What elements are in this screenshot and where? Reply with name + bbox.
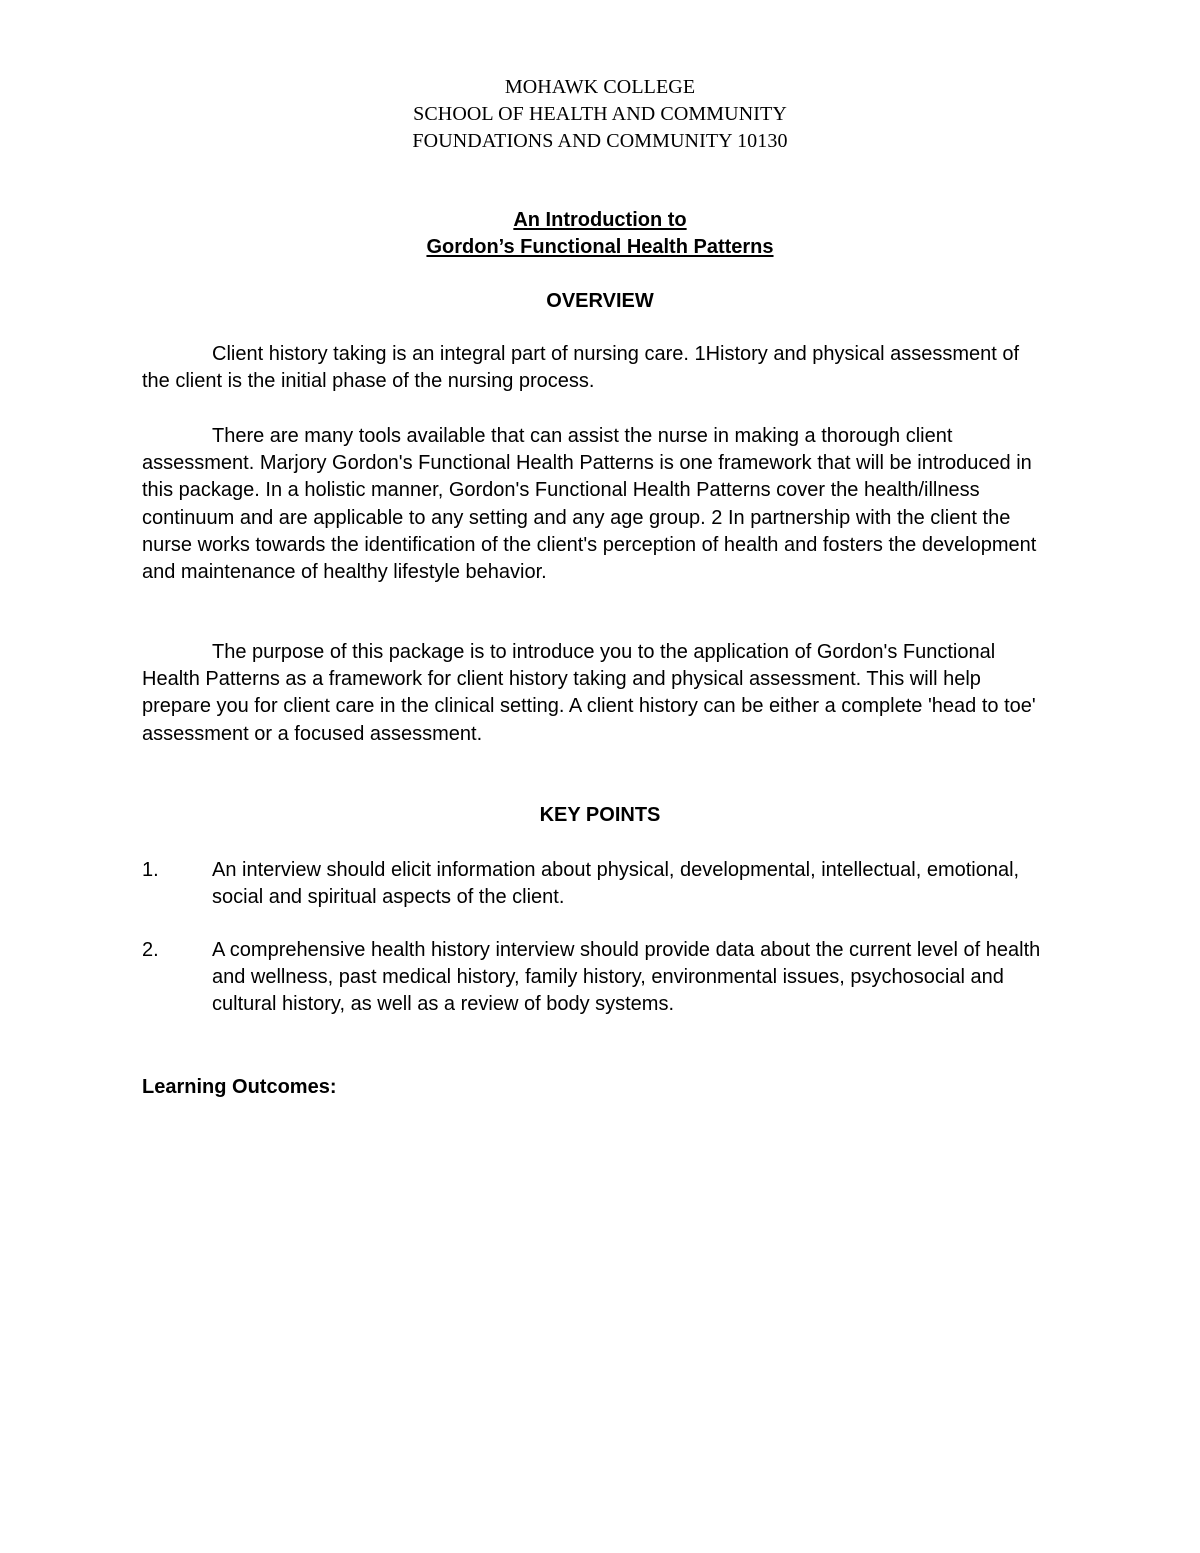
overview-paragraph-2: There are many tools available that can assist the nurse in making a thorough client assessment. Marjory Gordon's Functional Health Patterns is one framework that will be introduced in this package. In a holistic manner, Gordon's Functional Health Patterns cover the health/illness continuum and are applicable to any setting and any age group. 2 In partnership with the client the nurse works towards the identification of the client's perception of health and fosters the development and maintenance of healthy lifestyle behavior. [142,425,1037,584]
key-point-text: An interview should elicit information about physical, developmental, intellectual, emotional, social and spiritual aspects of the client. [212,859,1020,909]
document-header [0,74,1200,155]
key-point-number: 1. [142,859,159,881]
key-point-number: 2. [142,939,159,961]
key-point-text: A comprehensive health history interview should provide data about the current level of health and wellness, past medical history, family history, environmental issues, psychosocial and cultural history, as well as a review of body systems. [212,939,1041,1016]
title-line-2: Gordon’s Functional Health Patterns [426,236,774,258]
overview-paragraph-3: The purpose of this package is to introduce you to the application of Gordon's Functional Health Patterns as a framework for client history taking and physical assessment. This will help prepare you for client care in the clinical setting. A client history can be either a complete 'head to toe' assessment or a focused assessment. [142,641,1036,745]
overview-heading: OVERVIEW [546,290,654,312]
overview-paragraph-1: Client history taking is an integral part of nursing care. 1History and physical assessment of the client is the initial phase of the nursing process. [142,343,1020,393]
title-line-1: An Introduction to [513,209,687,231]
key-points-heading: KEY POINTS [539,804,661,826]
document-title [0,207,1200,261]
course-name: FOUNDATIONS AND COMMUNITY 10130 [412,130,788,152]
learning-outcomes-heading: Learning Outcomes: [142,1076,337,1098]
college-name: MOHAWK COLLEGE [504,76,696,98]
school-name: SCHOOL OF HEALTH AND COMMUNITY [413,103,787,125]
